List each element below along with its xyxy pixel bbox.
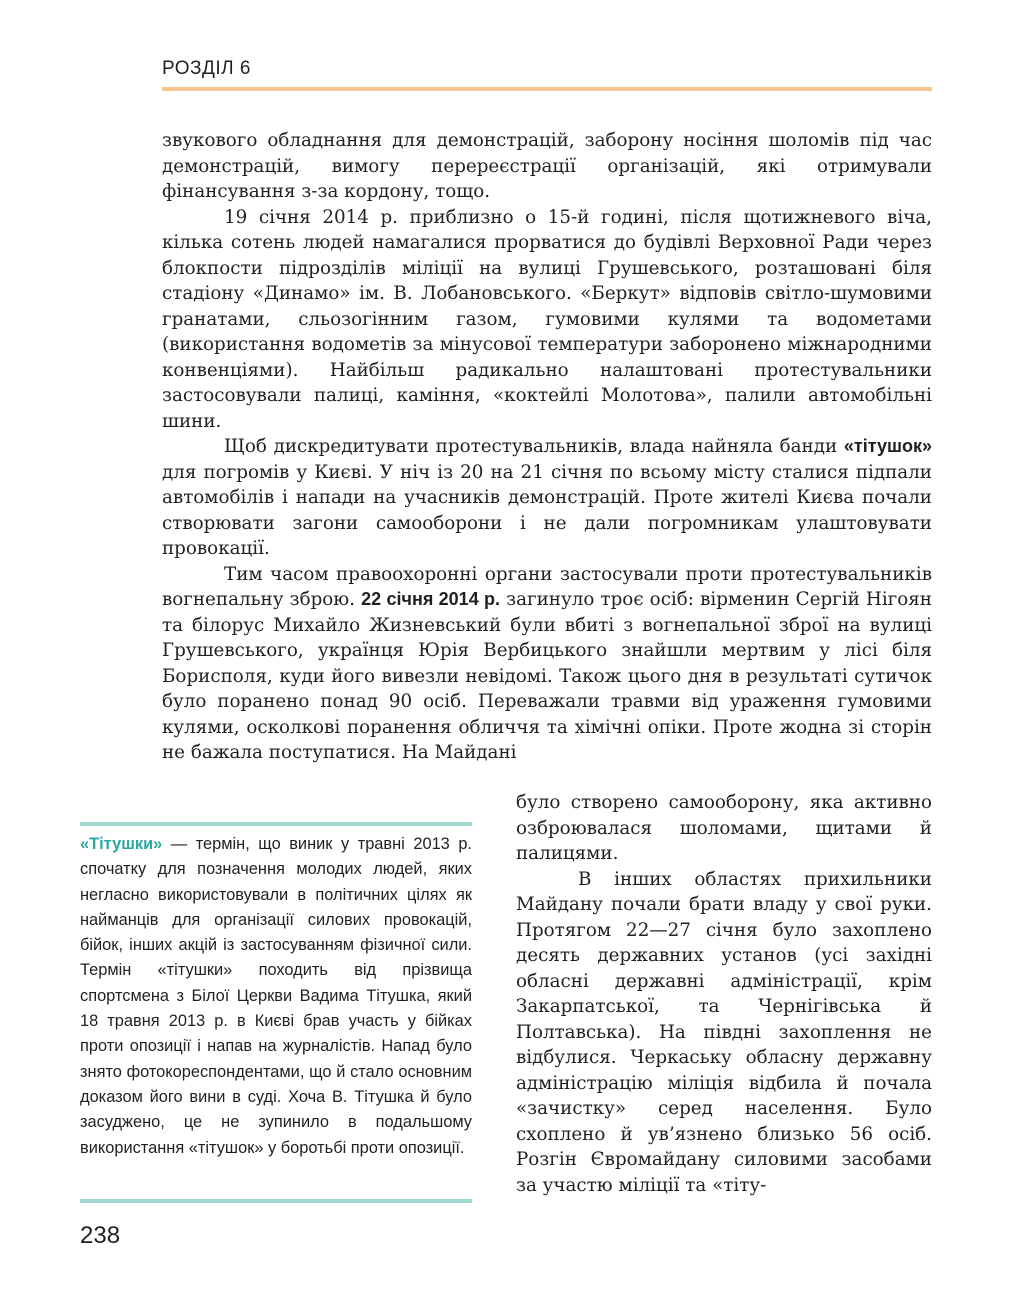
sidebar-definition-box [80,832,472,1161]
paragraph-5: В інших областях прихильники Майдану почали брати владу у свої руки. Протягом 22—27 січня було захоплено десять державних установ (усі західні обласні державні адміністрації, крім Закарпатської, та Чернігівська й Полтавська). На півдні захоплення не відбулися. Черкаську обласну державну адміністрацію міліція відбила й почала «зачистку» серед населення. Було схоплено й ув’язнено близько 56 осіб. Розгін Євромайдану силовими засобами за участю міліції та «тіту- [516,868,932,1196]
paragraph-4 [162,562,932,766]
paragraph-4-continuation: було створено самооборону, яка активно озброювалася шоломами, щитами й палицями. [516,792,932,864]
header-divider [162,87,932,91]
right-column-text [516,790,932,1198]
paragraph-2: 19 січня 2014 р. приблизно о 15-й годині, після щотижневого віча, кілька сотень людей намагалися прорватися до будівлі Верховної Ради через блокпости підрозділів міліції на вулиці Грушевського, розташовані біля стадіону «Динамо» ім. В. Лобановського. «Беркут» відповів світло-шумовими гранатами, сльозогінним газом, гумовими кулями та водометами (використання водометів за мінусової температури заборонено міжнародними конвенціями). Найбільш радикально налаштовані протестувальники застосовували палиці, каміння, «коктейлі Молотова», палили автомобільні шини. [162,206,932,432]
sidebar-term: «Тітушки» [80,835,163,853]
paragraph-3-text-start: Щоб дискредитувати протестувальників, влада найняла банди [224,436,844,457]
sidebar-bottom-divider [80,1199,472,1203]
paragraph-4-text-end: загинуло троє осіб: вірменин Сергій Нігоян та білорус Михайло Жизневський були вбиті з вогнепальної зброї на вулиці Грушевського, українця Юрія Вербицького знайшли мертвим у лісі біля Борисполя, куди його вивезли невідомі. Також цього дня в результаті сутичок було поранено понад 90 осіб. Переважали травми від ураження гумовими кулями, осколкові поранення обличчя та хімічні опіки. Проте жодна зі сторін не бажала поступатися. На Майдані [162,589,932,763]
paragraph-4-text-start: Тим часом правоохоронні органи застосували проти протестувальників вогнепальну зброю. [162,563,932,610]
date-highlight: 22 січня 2014 р. [361,589,501,609]
main-text-block [162,128,932,766]
sidebar-definition: — термін, що виник у травні 2013 р. спочатку для позначення молодих людей, яких негласно використовували в політичних цілях як найманців для організації силових провокацій, бійок, інших акцій із застосуванням фізичної сили. Термін «тітушки» походить від прізвища спортсмена з Білої Церкви Вадима Тітушка, який 18 травня 2013 р. в Києві брав участь у бійках проти опозиції і напав на журналістів. Напад було знято фотокореспондентами, що й стало основним доказом його вини в суді. Хоча В. Тітушка й було засуджено, це не зупинило в подальшому використання «тітушок» у боротьбі проти опозиції. [80,835,472,1157]
paragraph-1: звукового обладнання для демонстрацій, заборону носіння шоломів під час демонстрацій, вимогу перереєстрації організацій, які отримували фінансування з-за кордону, тощо. [162,130,932,202]
paragraph-3-text-end: для погромів у Києві. У ніч із 20 на 21 січня по всьому місту сталися підпали автомобілів і напади на учасників демонстрацій. Проте жителі Києва почали створювати загони самооборони і не дали погромникам улаштовувати провокації. [162,461,932,559]
term-highlight: «тітушок» [843,436,932,456]
page-number: 238 [80,1222,121,1249]
paragraph-3 [162,434,932,562]
section-title: РОЗДІЛ 6 [162,58,251,79]
sidebar-top-divider [80,822,472,826]
